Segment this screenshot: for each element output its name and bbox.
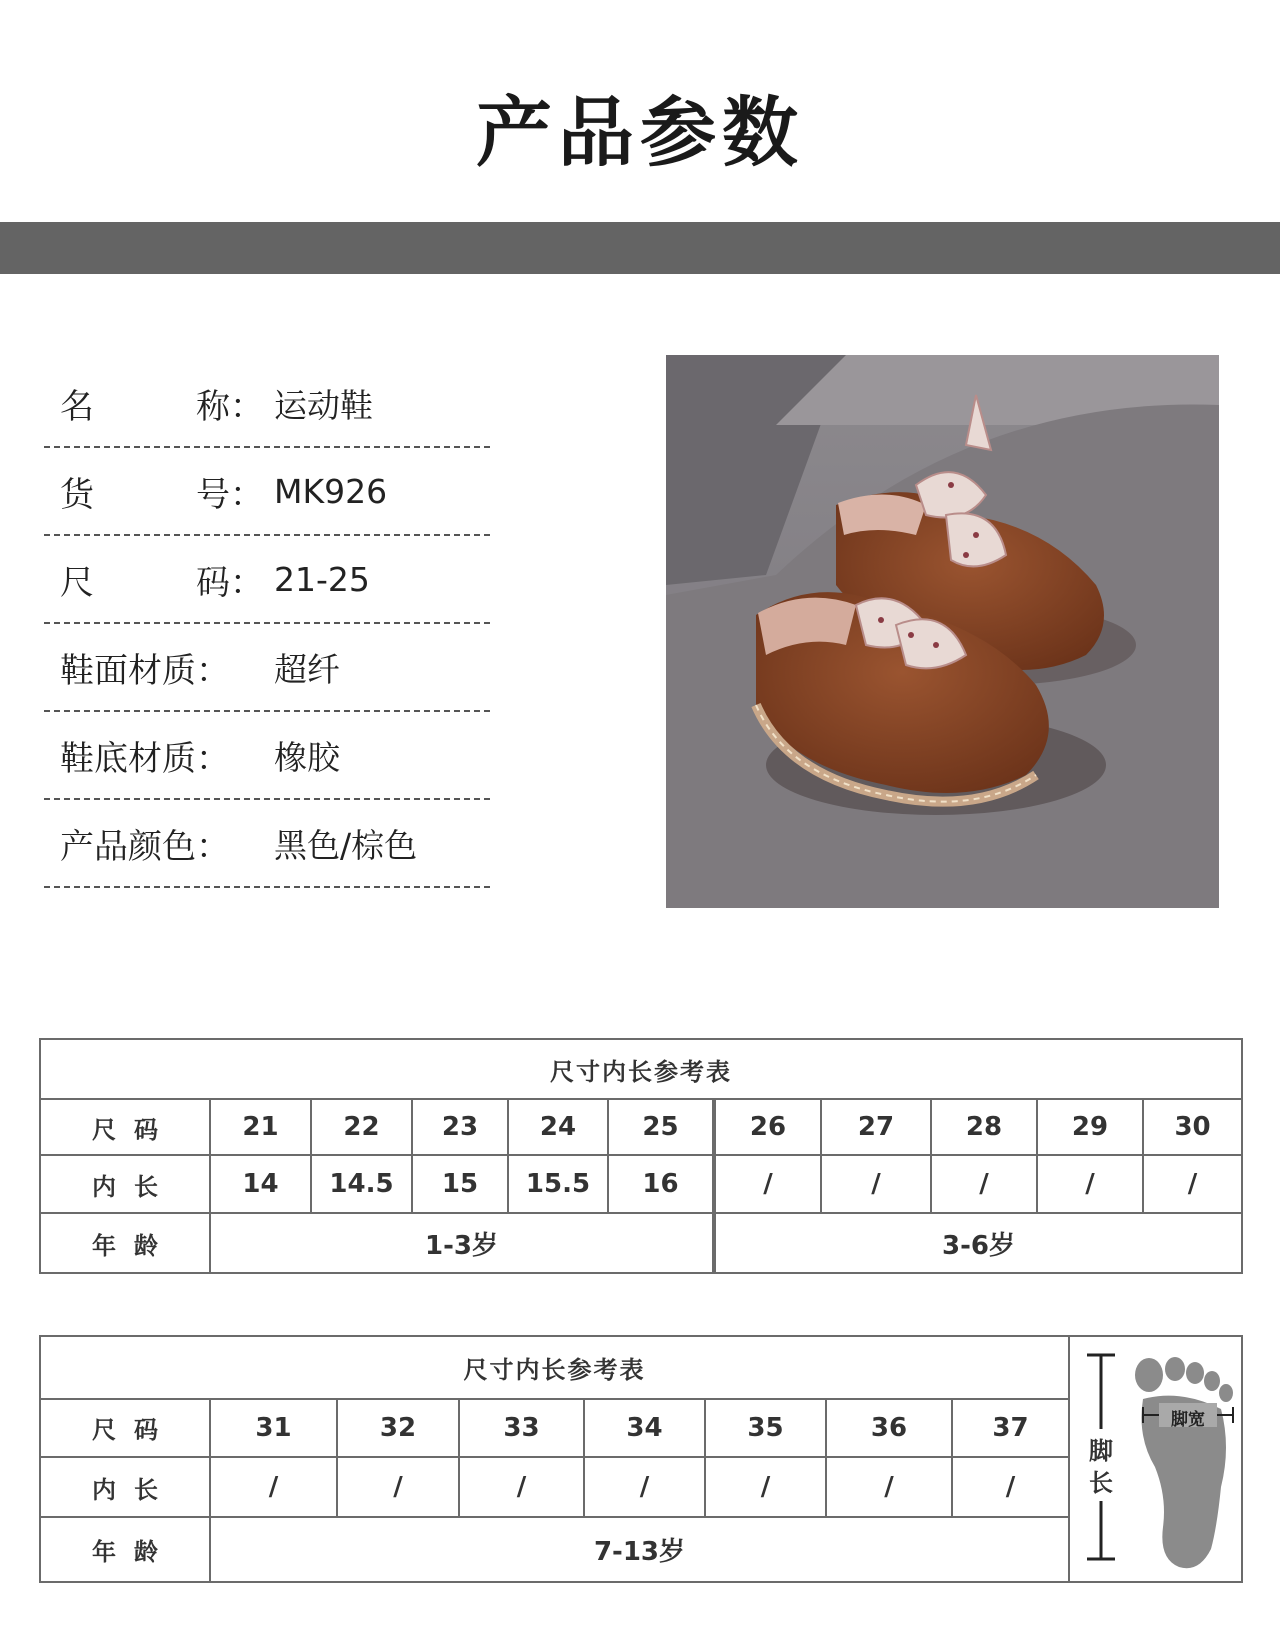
length-cell: 14.5: [311, 1155, 412, 1213]
size-cell: 25: [608, 1099, 714, 1155]
length-cell: 15: [412, 1155, 508, 1213]
size-cell: 22: [311, 1099, 412, 1155]
size-cell: 26: [714, 1099, 821, 1155]
size-cell: 32: [337, 1399, 459, 1457]
spec-row-sku: [44, 448, 490, 536]
spec-label: [60, 467, 274, 516]
length-cell: /: [459, 1457, 584, 1517]
spec-row-name: [44, 360, 490, 448]
length-cell: /: [714, 1155, 821, 1213]
size-cell: 36: [826, 1399, 952, 1457]
length-cell: /: [705, 1457, 826, 1517]
size-cell: 21: [210, 1099, 311, 1155]
length-cell: 16: [608, 1155, 714, 1213]
spec-value: 橡胶: [274, 737, 340, 777]
length-cell: /: [952, 1457, 1069, 1517]
row-label-size: 尺码: [40, 1099, 210, 1155]
spec-label-part: 产品颜色：: [60, 826, 230, 867]
product-photo: [666, 355, 1219, 908]
spec-label-part: 码：: [196, 562, 264, 603]
age-cell: 7-13岁: [210, 1517, 1069, 1582]
row-label-length: 内长: [40, 1155, 210, 1213]
spec-row-size: [44, 536, 490, 624]
length-cell: /: [826, 1457, 952, 1517]
spec-label: [60, 555, 274, 604]
length-cell: /: [1143, 1155, 1242, 1213]
spec-label-part: 称：: [196, 386, 264, 427]
size-cell: 35: [705, 1399, 826, 1457]
shoe-image: [666, 355, 1219, 908]
spec-label: [60, 819, 274, 868]
spec-value: 21-25: [274, 559, 370, 599]
length-cell: /: [210, 1457, 337, 1517]
length-cell: /: [931, 1155, 1037, 1213]
spec-list: [44, 360, 490, 888]
length-cell: /: [821, 1155, 931, 1213]
divider-band: [0, 222, 1280, 274]
length-cell: /: [584, 1457, 705, 1517]
length-cell: /: [337, 1457, 459, 1517]
spec-value: 超纤: [274, 649, 340, 689]
spec-row-sole-material: [44, 712, 490, 800]
spec-label-part: 名: [60, 386, 94, 427]
spec-row-color: [44, 800, 490, 888]
spec-value: MK926: [274, 471, 388, 511]
row-label-length: 内长: [40, 1457, 210, 1517]
foot-diagram: [1069, 1336, 1242, 1582]
length-cell: /: [1037, 1155, 1143, 1213]
spec-value: 运动鞋: [274, 385, 373, 425]
size-cell: 34: [584, 1399, 705, 1457]
table-title: 尺寸内长参考表: [40, 1336, 1069, 1399]
age-cell: 1-3岁: [210, 1213, 714, 1273]
spec-label: [60, 643, 274, 692]
spec-label: [60, 731, 274, 780]
spec-label-part: 鞋面材质：: [60, 650, 230, 691]
row-label-age: 年龄: [40, 1213, 210, 1273]
foot-width-label: 脚宽: [1171, 1410, 1205, 1430]
row-label-size: 尺码: [40, 1399, 210, 1457]
spec-label-part: 鞋底材质：: [60, 738, 230, 779]
size-cell: 23: [412, 1099, 508, 1155]
age-cell: 3-6岁: [714, 1213, 1242, 1273]
length-cell: 15.5: [508, 1155, 608, 1213]
size-cell: 33: [459, 1399, 584, 1457]
table-title: 尺寸内长参考表: [40, 1039, 1242, 1099]
size-cell: 24: [508, 1099, 608, 1155]
size-table-1: [39, 1038, 1243, 1274]
spec-value: 黑色/棕色: [274, 825, 418, 865]
spec-label-part: 号：: [196, 474, 264, 515]
size-cell: 27: [821, 1099, 931, 1155]
size-cell: 28: [931, 1099, 1037, 1155]
spec-label-part: 尺: [60, 562, 94, 603]
size-cell: 30: [1143, 1099, 1242, 1155]
size-table-2: [39, 1335, 1243, 1583]
row-label-age: 年龄: [40, 1517, 210, 1582]
spec-label: [60, 379, 274, 428]
size-cell: 31: [210, 1399, 337, 1457]
spec-row-upper-material: [44, 624, 490, 712]
page-title: 产品参数: [476, 88, 804, 177]
length-cell: 14: [210, 1155, 311, 1213]
size-cell: 29: [1037, 1099, 1143, 1155]
spec-label-part: 货: [60, 474, 94, 515]
foot-length-label: 脚长: [1089, 1437, 1113, 1497]
size-cell: 37: [952, 1399, 1069, 1457]
